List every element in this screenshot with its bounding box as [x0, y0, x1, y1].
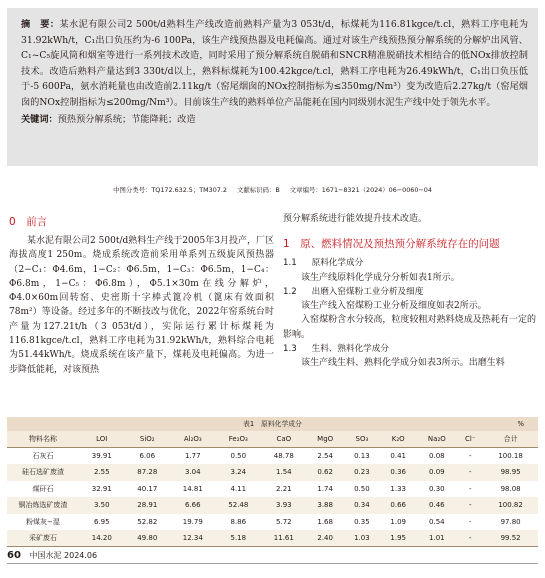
col-header: MgO — [307, 431, 344, 448]
table-header-row — [7, 431, 538, 448]
table-cell: 6.66 — [170, 497, 216, 514]
table-cell: 1.74 — [317, 484, 333, 493]
table-cell: 铜冶炼选矿废渣 — [7, 497, 79, 514]
table-cell: 32.91 — [91, 484, 112, 493]
table-cell: 2.40 — [307, 530, 344, 547]
col-header: Na₂O — [416, 431, 457, 448]
table-cell: 石灰石 — [32, 452, 54, 460]
page-number: 60 — [7, 550, 21, 561]
raw-material-table — [7, 431, 538, 547]
abstract-text: 某水泥有限公司2 500t/d熟料生产线改造前熟料产量为3 053t/d，标煤耗为116.81kgce/t.cl，熟料工序电耗为31.92kWh/t，C₁出口负压约为-6 100Pa，该生产线预热器及电耗偏高。通过对该生产线预热预分解系统的分解炉出风管、C₁~C₅旋风筒和烟室等进行一系列技术改造，同时采用了预分解系统自脱硝和SNCR精准脱硝技术相结合的低NOx排放控制技术。改造后熟料产量达到3 330t/d以上，熟料标煤耗为100.42kgce/t.cl，熟料工序电耗为26.49kWh/t，C₁出口负压低于-5 600Pa，氨水消耗量也由改造前2.11kg/t（窑尾烟囱的NOx控制指标为≤350mg/Nm³）变为改造后2.27kg/t（窑尾烟囱的NOx控制指标为≤200mg/Nm³）。目前该生产线的熟料单位产品能耗在国内同级别水泥生产线中处于领先水平。 — [21, 19, 529, 108]
table-cell: 0.62 — [307, 464, 344, 481]
table-cell: 52.82 — [137, 517, 158, 526]
table-cell: - — [457, 530, 483, 547]
continued-paragraph: 预分解系统进行能效提升技术改造。 — [283, 214, 428, 224]
table-cell: 2.55 — [79, 464, 125, 481]
clc-number: 中图分类号：TQ172.632.5；TM307.2 — [113, 186, 227, 194]
table-cell: 1.54 — [261, 464, 307, 481]
table-cell: 0.50 — [230, 452, 247, 460]
subsection-heading-1-3: 1.3 生料、熟料化学成分 — [283, 344, 389, 355]
table-cell: 0.46 — [416, 497, 457, 514]
keywords-text: 预热预分解系统；节能降耗；改造 — [57, 113, 196, 125]
subsection-text-1-1: 该生产线原料化学成分分析如表1所示。 — [301, 272, 460, 283]
table-cell: 0.34 — [344, 497, 380, 514]
table-cell: 3.93 — [261, 497, 307, 514]
article-meta — [0, 185, 545, 194]
subsection-text-1-2b: 入窑煤粉含水分较高，粒度较粗对熟料烧成及热耗有一定的影响。 — [283, 315, 536, 340]
table-cell: 6.06 — [139, 452, 156, 460]
table-unit: % — [517, 420, 524, 428]
keywords-label: 关键词： — [21, 113, 58, 125]
right-column — [283, 212, 536, 371]
table-cell: 99.52 — [483, 530, 538, 547]
table-row — [7, 481, 538, 498]
table-cell: 14.81 — [182, 484, 203, 493]
table-cell: 98.08 — [500, 484, 521, 493]
table-cell: 19.79 — [182, 517, 203, 526]
table-cell: 3.50 — [79, 497, 125, 514]
table-cell: 4.11 — [230, 484, 247, 493]
table-cell: 3.04 — [170, 464, 216, 481]
table-cell: 0.09 — [416, 464, 457, 481]
table-cell: 1.33 — [390, 484, 406, 493]
left-column — [9, 212, 274, 377]
section-heading-0: 0 前言 — [9, 216, 48, 228]
col-header: CaO — [261, 431, 307, 448]
subsection-heading-1-2: 1.2 出磨入窑煤粉工业分析及细度 — [283, 286, 424, 297]
journal-issue: 2024.06 — [64, 551, 98, 560]
table-cell: 5.18 — [216, 530, 262, 547]
table-title: 表1 原料化学成分 — [243, 420, 302, 428]
table-cell: 1.09 — [390, 517, 406, 526]
table-cell: 100.18 — [498, 452, 523, 460]
table-cell: 0.66 — [380, 497, 416, 514]
table-cell: 3.88 — [307, 497, 344, 514]
table-cell: 11.61 — [261, 530, 307, 547]
table-cell: 87.28 — [125, 464, 171, 481]
table-cell: 100.82 — [483, 497, 538, 514]
table-cell: 粉煤灰−湿 — [26, 517, 60, 526]
table-cell: 48.78 — [273, 452, 294, 460]
table-cell: 0.41 — [390, 452, 406, 460]
table-cell: 0.35 — [354, 517, 370, 526]
table-cell: 0.54 — [429, 517, 445, 526]
abstract-label: 摘 要： — [21, 19, 60, 30]
table-cell: 1.68 — [317, 517, 333, 526]
table-cell: 0.23 — [344, 464, 380, 481]
intro-paragraph: 某水泥有限公司2 500t/d熟料生产线于2005年3月投产，厂区海拔高度1 250m。烧成系统改造前采用单系列五级旋风预热器（2−C₁：Φ4.6m，1−C₂：Φ6.5m，1−C₃：Φ6.5m，1−C₄：Φ6.8m，1−C₅：Φ6.8m），Φ5.1×30m在线分解炉，Φ4.0×60m回转窑、史密斯十字棒式篦冷机（篦床有效面积78m²）等设备。经过多年的不断技改与优化，2022年窑系统台时产量为127.21t/h（3 053t/d），实际运行累计标煤耗为116.81kgce/t.cl，熟料工序电耗为31.92kWh/t，熟料综合电耗为51.44kWh/t。烧成系统在该产量下，煤耗及电耗偏高。为进一步降低能耗，对该预热 — [9, 236, 274, 375]
table-cell: 0.36 — [380, 464, 416, 481]
table-cell: 硅石选矿废渣 — [7, 464, 79, 481]
table-title-bar — [7, 417, 538, 431]
col-header: SiO₂ — [125, 431, 171, 448]
table-cell: 0.08 — [429, 452, 445, 460]
keywords-line — [21, 112, 528, 128]
table-cell: 5.72 — [276, 517, 292, 526]
table-cell: 28.91 — [125, 497, 171, 514]
table-row — [7, 497, 538, 514]
col-header: K₂O — [380, 431, 416, 448]
subsection-heading-1-1: 1.1 原料化学成分 — [283, 258, 364, 269]
table-cell: 煤矸石 — [32, 484, 54, 493]
table-cell: 0.50 — [354, 484, 370, 493]
footer-rule — [7, 563, 538, 564]
table-row — [7, 514, 538, 531]
table-cell: 1.01 — [416, 530, 457, 547]
table-row — [7, 530, 538, 547]
table-cell: 98.95 — [483, 464, 538, 481]
table-cell: 0.13 — [354, 452, 370, 460]
table-cell: 8.86 — [230, 517, 247, 526]
table-cell: - — [468, 517, 472, 526]
col-header: 合计 — [483, 431, 538, 448]
page-footer — [7, 550, 97, 561]
table-row — [7, 464, 538, 481]
table-cell: - — [468, 452, 472, 460]
col-header: SO₃ — [344, 431, 380, 448]
col-header: LOI — [79, 431, 125, 448]
subsection-text-1-3: 该生产线生料、熟料化学成分如表3所示。出磨生料 — [301, 358, 505, 369]
col-header: 物料名称 — [7, 431, 79, 448]
col-header: Cl⁻ — [457, 431, 483, 448]
table-cell: - — [457, 464, 483, 481]
table-row — [7, 448, 538, 465]
document-code: 文献标识码：B — [237, 186, 280, 194]
table-cell: 12.34 — [170, 530, 216, 547]
table-cell: 52.48 — [216, 497, 262, 514]
table-cell: 采矿废石 — [7, 530, 79, 547]
table-cell: 3.24 — [216, 464, 262, 481]
table-cell: 1.03 — [344, 530, 380, 547]
table-cell: 2.54 — [317, 452, 333, 460]
col-header: Al₂O₃ — [170, 431, 216, 448]
article-number: 文章编号：1671−8321（2024）06−0060−04 — [289, 186, 432, 194]
subsection-text-1-2: 该生产线入窑煤粉工业分析及细度如表2所示。 — [301, 301, 487, 312]
table-cell: 49.80 — [125, 530, 171, 547]
table-cell: 0.30 — [429, 484, 445, 493]
table-cell: 1.77 — [184, 452, 201, 460]
table-cell: 6.95 — [93, 517, 110, 526]
table-cell: - — [457, 497, 483, 514]
table-cell: 39.91 — [91, 452, 112, 460]
section-heading-1: 1 原、燃料情况及预热预分解系统存在的问题 — [283, 238, 500, 251]
table-cell: 40.17 — [137, 484, 158, 493]
table-cell: 97.80 — [500, 517, 521, 526]
table-cell: 14.20 — [79, 530, 125, 547]
abstract-paragraph — [21, 17, 528, 111]
abstract-box — [7, 8, 538, 166]
journal-name: 中国水泥 — [29, 551, 62, 560]
table-cell: - — [468, 484, 472, 493]
col-header: Fe₂O₃ — [216, 431, 262, 448]
table-cell: 1.95 — [380, 530, 416, 547]
table-cell: 2.21 — [276, 484, 292, 493]
